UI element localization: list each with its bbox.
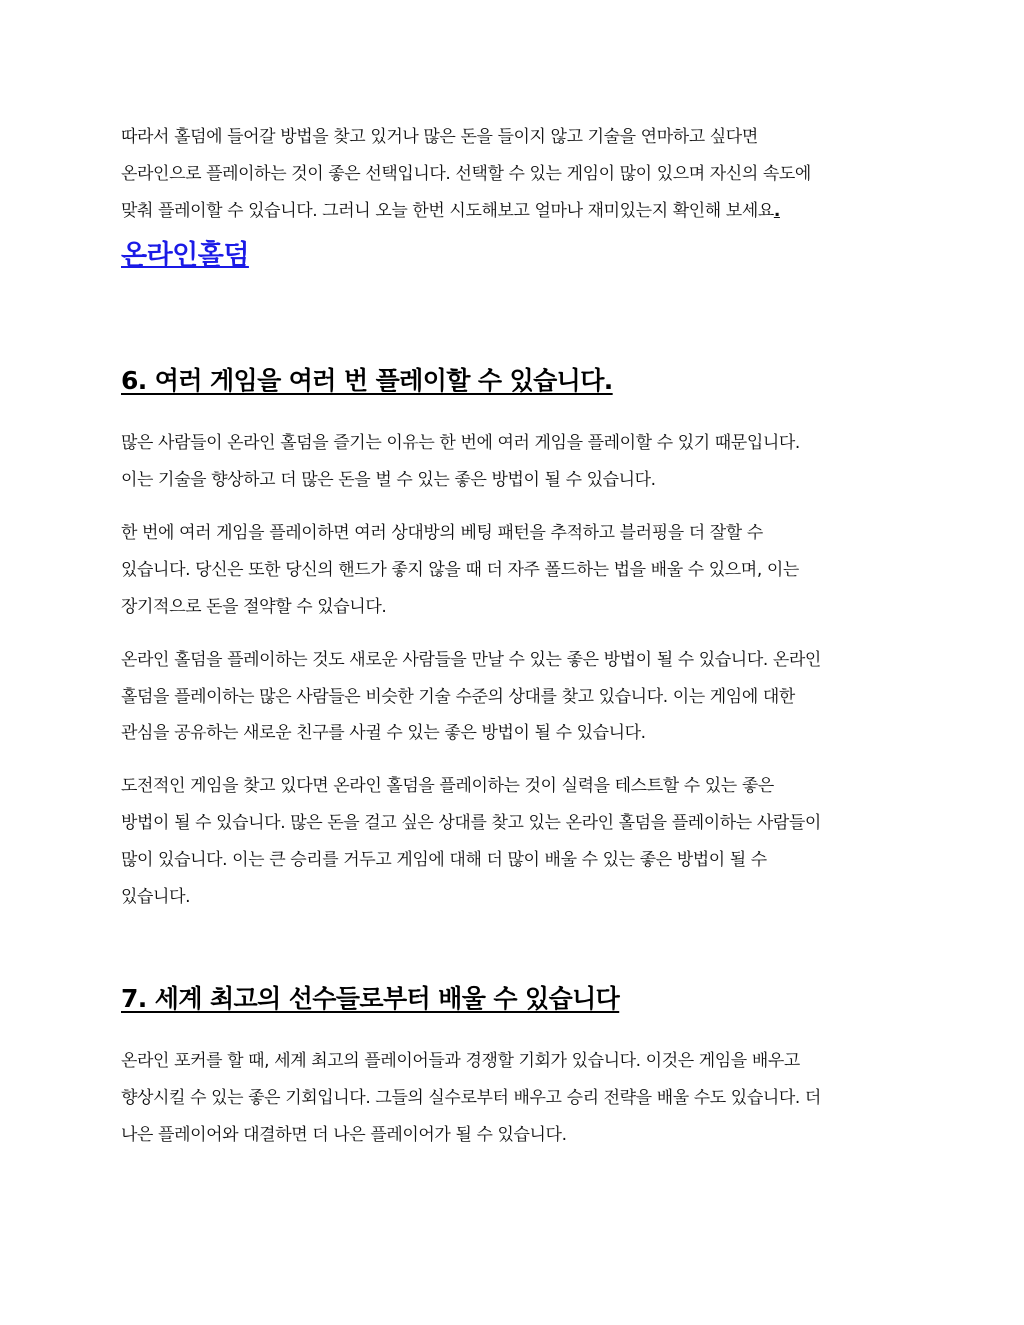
s6-p2-line-1: 한 번에 여러 게임을 플레이하면 여러 상대방의 베팅 패턴을 추적하고 블러핑을 더 잘할 수 bbox=[121, 523, 763, 543]
s6-p4-line-4: 있습니다. bbox=[121, 887, 191, 907]
s6-p1-line-1: 많은 사람들이 온라인 홀덤을 즐기는 이유는 한 번에 여러 게임을 플레이할 수 있기 때문입니다. bbox=[121, 433, 800, 453]
intro-final-period: . bbox=[773, 201, 780, 221]
s6-p3-line-2: 홀덤을 플레이하는 많은 사람들은 비슷한 기술 수준의 상대를 찾고 있습니다. 이는 게임에 대한 bbox=[121, 687, 795, 707]
s6-p2-line-3: 장기적으로 돈을 절약할 수 있습니다. bbox=[121, 597, 387, 617]
s7-p1-line-2: 향상시킬 수 있는 좋은 기회입니다. 그들의 실수로부터 배우고 승리 전략을 배울 수도 있습니다. 더 bbox=[121, 1088, 821, 1108]
intro-line-3 bbox=[121, 200, 780, 222]
s6-p3-line-1: 온라인 홀덤을 플레이하는 것도 새로운 사람들을 만날 수 있는 좋은 방법이 될 수 있습니다. 온라인 bbox=[121, 650, 821, 670]
section-7-heading: 7. 세계 최고의 선수들로부터 배울 수 있습니다 bbox=[121, 984, 620, 1013]
s6-p2-line-2: 있습니다. 당신은 또한 당신의 핸드가 좋지 않을 때 더 자주 폴드하는 법을 배울 수 있으며, 이는 bbox=[121, 560, 799, 580]
s6-p4-line-2: 방법이 될 수 있습니다. 많은 돈을 걸고 싶은 상대를 찾고 있는 온라인 홀덤을 플레이하는 사람들이 bbox=[121, 813, 821, 833]
s7-p1-line-1: 온라인 포커를 할 때, 세계 최고의 플레이어들과 경쟁할 기회가 있습니다. 이것은 게임을 배우고 bbox=[121, 1051, 800, 1071]
intro-line-3-text: 맞춰 플레이할 수 있습니다. 그러니 오늘 한번 시도해보고 얼마나 재미있는지 확인해 보세요 bbox=[121, 201, 774, 221]
s7-p1-line-3: 나은 플레이어와 대결하면 더 나은 플레이어가 될 수 있습니다. bbox=[121, 1125, 567, 1145]
s6-p4-line-1: 도전적인 게임을 찾고 있다면 온라인 홀덤을 플레이하는 것이 실력을 테스트할 수 있는 좋은 bbox=[121, 776, 774, 796]
s6-p4-line-3: 많이 있습니다. 이는 큰 승리를 거두고 게임에 대해 더 많이 배울 수 있는 좋은 방법이 될 수 bbox=[121, 850, 767, 870]
intro-line-1: 따라서 홀덤에 들어갈 방법을 찾고 있거나 많은 돈을 들이지 않고 기술을 연마하고 싶다면 bbox=[121, 127, 758, 147]
s6-p3-line-3: 관심을 공유하는 새로운 친구를 사귈 수 있는 좋은 방법이 될 수 있습니다. bbox=[121, 723, 646, 743]
intro-line-2: 온라인으로 플레이하는 것이 좋은 선택입니다. 선택할 수 있는 게임이 많이 있으며 자신의 속도에 bbox=[121, 164, 811, 184]
online-holdem-link[interactable]: 온라인홀덤 bbox=[121, 240, 249, 271]
s6-p1-line-2: 이는 기술을 향상하고 더 많은 돈을 벌 수 있는 좋은 방법이 될 수 있습니다. bbox=[121, 470, 656, 490]
section-6-heading: 6. 여러 게임을 여러 번 플레이할 수 있습니다. bbox=[121, 366, 613, 395]
